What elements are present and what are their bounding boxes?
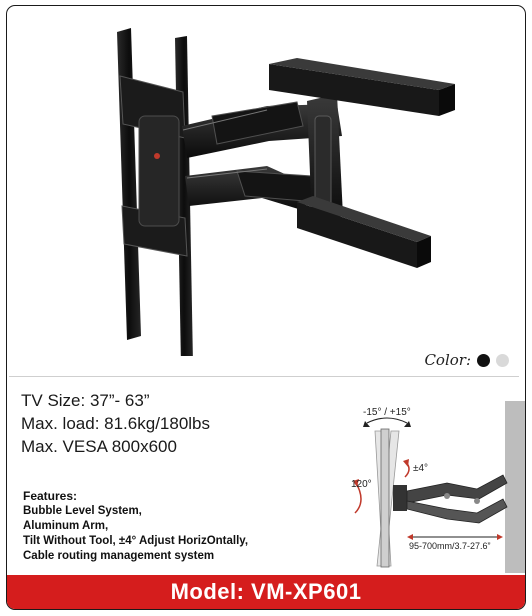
- product-image: [7, 6, 525, 356]
- feature-item: Cable routing management system: [23, 550, 215, 562]
- color-label: Color:: [424, 351, 471, 369]
- spec-tv-size: TV Size: 37”- 63”: [21, 391, 150, 410]
- features-title: Features:: [23, 489, 78, 503]
- model-name: Model: VM-XP601: [170, 579, 362, 604]
- color-swatch-black[interactable]: [477, 354, 490, 367]
- feature-item: Bubble Level System,: [23, 505, 142, 517]
- feature-item: Tilt Without Tool, ±4° Adjust HorizOntally,: [23, 535, 249, 547]
- divider: [9, 376, 519, 377]
- adjustment-diagram: [337, 401, 525, 573]
- tilt-label: -15° / +15°: [363, 407, 411, 418]
- level-label: ±4°: [413, 463, 429, 474]
- specifications: [21, 389, 321, 458]
- spec-max-load: Max. load: 81.6kg/180lbs: [21, 414, 211, 433]
- product-card: [6, 5, 526, 610]
- extension-label: 95-700mm/3.7-27.6”: [409, 541, 491, 551]
- swivel-label: 120°: [351, 479, 372, 490]
- tv-mount-illustration: [7, 6, 525, 356]
- feature-item: Aluminum Arm,: [23, 520, 109, 532]
- color-options: [424, 351, 509, 369]
- spec-max-vesa: Max. VESA 800x600: [21, 437, 177, 456]
- color-swatch-silver[interactable]: [496, 354, 509, 367]
- model-banner: [7, 575, 525, 609]
- features: [23, 489, 323, 564]
